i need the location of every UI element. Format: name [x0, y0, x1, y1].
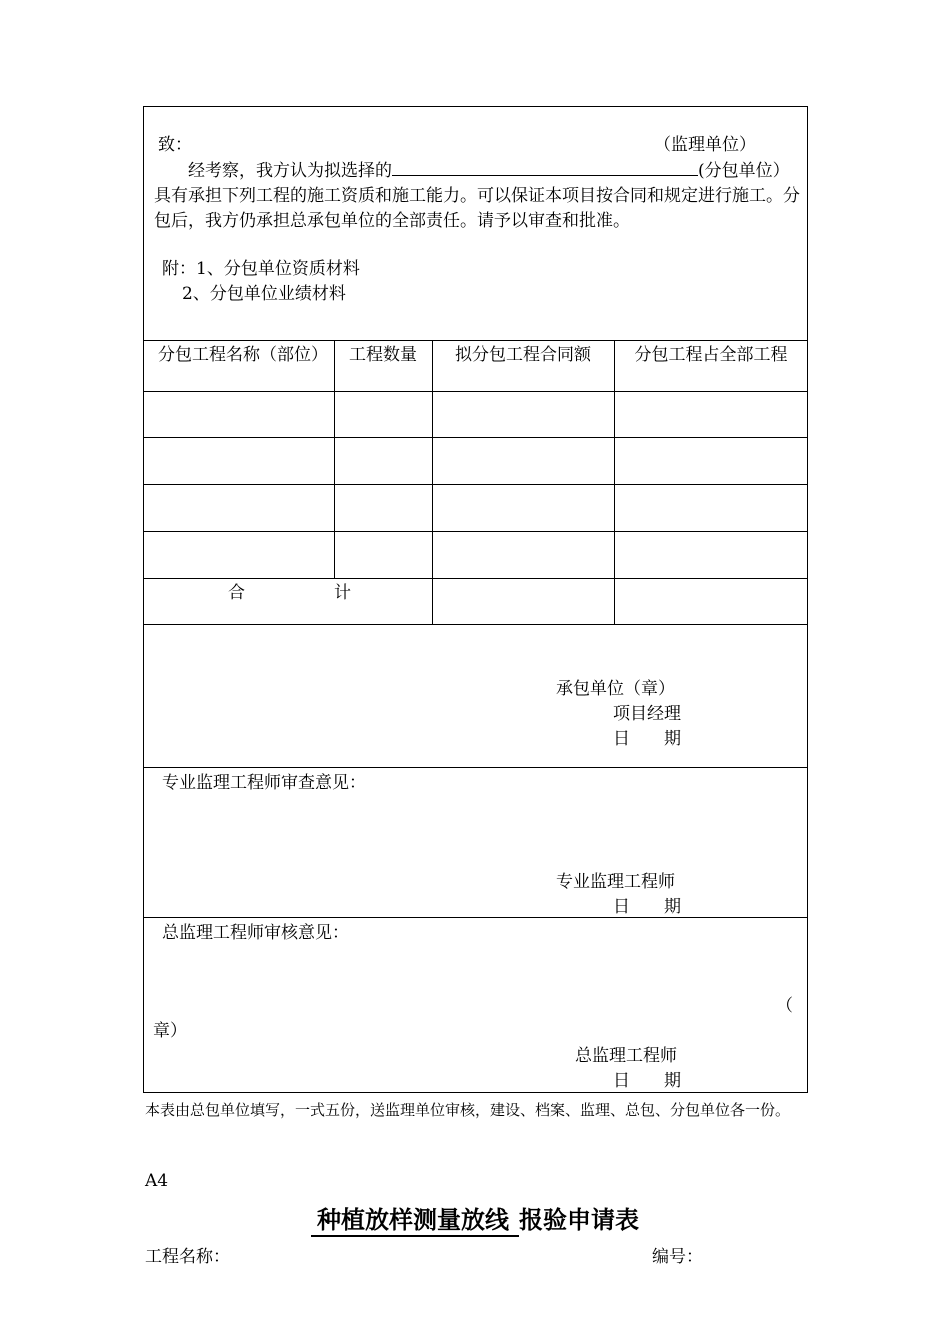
contractor-date: 日 期	[613, 729, 681, 749]
form-code: A4	[145, 1171, 169, 1191]
chief-opinion-label: 总监理工程师审核意见：	[162, 923, 349, 943]
engineer-date: 日 期	[613, 897, 681, 917]
letter-body-rest: 位）具有承担下列工程的施工资质和施工能力。可以保证本项目按合同和规定进行施工。分包后，我方仍承担总承包单位的全部责任。请予以审查和批准。	[154, 161, 800, 231]
divider-row-2	[143, 484, 808, 485]
chief-date: 日 期	[613, 1071, 681, 1091]
project-name-label: 工程名称：	[145, 1247, 230, 1267]
divider-engineer	[143, 917, 808, 918]
title-underlined	[311, 1205, 519, 1237]
footnote: 本表由总包单位填写，一式五份，送监理单位审核，建设、档案、监理、总包、分包单位各一份。	[145, 1101, 791, 1119]
divider-row-1	[143, 437, 808, 438]
title-underlined-text: 种植放样测量放线	[317, 1205, 509, 1234]
total-label-1: 合	[228, 583, 245, 603]
col-header-contract-amount: 拟分包工程合同额	[455, 345, 591, 365]
attachment-2: 2、分包单位业绩材料	[182, 284, 346, 304]
engineer-opinion-label: 专业监理工程师审查意见：	[162, 773, 366, 793]
col-header-share: 分包工程占全部工程	[634, 345, 788, 365]
contractor-manager: 项目经理	[613, 704, 681, 724]
number-label: 编号：	[652, 1247, 703, 1267]
engineer-sign: 专业监理工程师	[556, 872, 675, 892]
divider-row-4	[143, 578, 808, 579]
letter-to-suffix: （监理单位）	[654, 135, 756, 155]
table-col-line-3	[614, 340, 615, 624]
attachment-1: 附：1、分包单位资质材料	[162, 259, 360, 279]
subcontractor-name-field[interactable]	[392, 158, 698, 176]
table-col-line-1	[334, 340, 335, 578]
total-label-2: 计	[334, 583, 351, 603]
contractor-unit: 承包单位（章）	[556, 679, 675, 699]
chief-sign: 总监理工程师	[575, 1046, 677, 1066]
letter-to-label: 致：	[158, 135, 192, 155]
divider-total	[143, 624, 808, 625]
letter-body-unit: (分包单	[698, 161, 756, 181]
chief-seal-close: 章）	[153, 1021, 187, 1041]
divider-letter-table	[143, 340, 808, 341]
col-header-name: 分包工程名称（部位）	[158, 345, 328, 365]
page-title	[0, 1206, 950, 1234]
divider-row-3	[143, 531, 808, 532]
letter-body-lead: 经考察，我方认为拟选择的	[188, 161, 392, 181]
letter-body	[154, 158, 800, 234]
chief-seal-open: （	[776, 996, 793, 1016]
divider-header-row	[143, 391, 808, 392]
title-rest: 报验申请表	[519, 1205, 639, 1234]
col-header-quantity: 工程数量	[349, 345, 417, 365]
table-col-line-2	[432, 340, 433, 624]
divider-contractor	[143, 767, 808, 768]
